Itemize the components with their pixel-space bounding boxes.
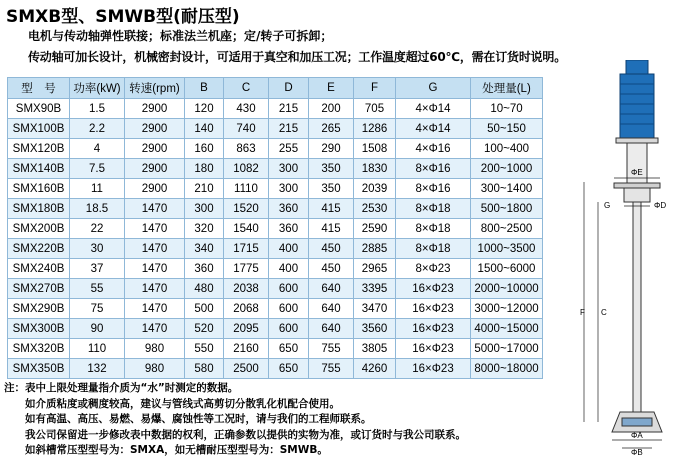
table-cell: 55 xyxy=(70,279,125,299)
table-cell: SMX120B xyxy=(8,139,70,159)
table-cell: 2590 xyxy=(354,219,396,239)
column-header: 处理量(L) xyxy=(471,78,543,99)
table-cell: 16×Φ23 xyxy=(396,279,471,299)
table-row xyxy=(8,279,543,299)
table-cell: 16×Φ23 xyxy=(396,319,471,339)
table-cell: 7.5 xyxy=(70,159,125,179)
note-line-2: 如介质粘度或稠度较高，建议与管线式高剪切分散乳化机配合使用。 xyxy=(25,397,340,410)
note-line-5: 如斜槽常压型型号为：SMXA，如无槽耐压型型号为：SMWB。 xyxy=(25,444,328,456)
table-cell: 215 xyxy=(269,119,309,139)
table-cell: 500~1800 xyxy=(471,199,543,219)
table-cell: 8×Φ23 xyxy=(396,259,471,279)
table-cell: 2885 xyxy=(354,239,396,259)
table-cell: 3395 xyxy=(354,279,396,299)
table-cell: 16×Φ23 xyxy=(396,339,471,359)
note-line-4: 我公司保留进一步修改表中数据的权利，正确参数以提供的实物为准，或订货时与我公司联系。 xyxy=(25,428,466,441)
table-cell: 3000~12000 xyxy=(471,299,543,319)
table-cell: 2160 xyxy=(224,339,269,359)
note-line-1: 表中上限处理量指介质为“水”时测定的数据。 xyxy=(25,382,239,394)
table-cell: 755 xyxy=(309,359,354,379)
table-cell: 2900 xyxy=(125,159,185,179)
table-cell: 265 xyxy=(309,119,354,139)
table-cell: 320 xyxy=(185,219,224,239)
label-g: G xyxy=(604,201,611,210)
table-cell: 2000~10000 xyxy=(471,279,543,299)
column-header: C xyxy=(224,78,269,99)
table-cell: 800~2500 xyxy=(471,219,543,239)
bracket xyxy=(627,143,647,183)
table-row xyxy=(8,199,543,219)
table-cell: 4260 xyxy=(354,359,396,379)
table-cell: 740 xyxy=(224,119,269,139)
table-cell: 350 xyxy=(309,159,354,179)
table-row xyxy=(8,119,543,139)
fan-cover xyxy=(626,60,648,74)
table-cell: SMX240B xyxy=(8,259,70,279)
table-cell: 1082 xyxy=(224,159,269,179)
table-cell: 210 xyxy=(185,179,224,199)
table-cell: 290 xyxy=(309,139,354,159)
notes-block xyxy=(4,381,466,459)
table-cell: 8×Φ18 xyxy=(396,219,471,239)
table-cell: 200 xyxy=(309,99,354,119)
table-row xyxy=(8,299,543,319)
notes-label: 注： xyxy=(4,382,25,394)
column-header: E xyxy=(309,78,354,99)
table-cell: 8000~18000 xyxy=(471,359,543,379)
table-cell: 600 xyxy=(269,299,309,319)
table-cell: 1508 xyxy=(354,139,396,159)
table-cell: 5000~17000 xyxy=(471,339,543,359)
table-cell: 200~1000 xyxy=(471,159,543,179)
table-cell: 480 xyxy=(185,279,224,299)
table-cell: 705 xyxy=(354,99,396,119)
label-phi-d: ΦD xyxy=(654,201,667,210)
note-line-3: 如有高温、高压、易燃、易爆、腐蚀性等工况时，请与我们的工程师联系。 xyxy=(25,413,372,425)
table-cell: 2039 xyxy=(354,179,396,199)
table-cell: 2900 xyxy=(125,119,185,139)
table-cell: 140 xyxy=(185,119,224,139)
table-cell: 2900 xyxy=(125,139,185,159)
table-cell: 2965 xyxy=(354,259,396,279)
table-cell: 4 xyxy=(70,139,125,159)
table-cell: 980 xyxy=(125,339,185,359)
table-cell: SMX90B xyxy=(8,99,70,119)
table-cell: SMX180B xyxy=(8,199,70,219)
label-c: C xyxy=(601,308,607,317)
table-header-row xyxy=(8,78,543,99)
table-cell: 1470 xyxy=(125,319,185,339)
seal-housing xyxy=(624,188,650,202)
table-cell: 160 xyxy=(185,139,224,159)
table-cell: 4×Φ16 xyxy=(396,139,471,159)
table-row xyxy=(8,359,543,379)
table-body xyxy=(8,99,543,379)
table-cell: 100~400 xyxy=(471,139,543,159)
column-header: B xyxy=(185,78,224,99)
table-cell: 360 xyxy=(269,219,309,239)
table-cell: 215 xyxy=(269,99,309,119)
table-cell: 450 xyxy=(309,259,354,279)
table-cell: 550 xyxy=(185,339,224,359)
table-row xyxy=(8,259,543,279)
table-cell: 650 xyxy=(269,339,309,359)
table-cell: 3560 xyxy=(354,319,396,339)
table-cell: 1.5 xyxy=(70,99,125,119)
table-cell: 1470 xyxy=(125,219,185,239)
table-cell: 180 xyxy=(185,159,224,179)
table-cell: 8×Φ16 xyxy=(396,179,471,199)
table-cell: 1540 xyxy=(224,219,269,239)
table-cell: 50~150 xyxy=(471,119,543,139)
table-cell: 600 xyxy=(269,279,309,299)
table-cell: 90 xyxy=(70,319,125,339)
table-cell: 300 xyxy=(269,159,309,179)
table-cell: 75 xyxy=(70,299,125,319)
table-row xyxy=(8,339,543,359)
table-cell: 4×Φ14 xyxy=(396,119,471,139)
table-cell: 415 xyxy=(309,199,354,219)
label-f: F xyxy=(580,308,585,317)
table-cell: 4000~15000 xyxy=(471,319,543,339)
table-cell: 350 xyxy=(309,179,354,199)
table-cell: 640 xyxy=(309,279,354,299)
table-cell: 415 xyxy=(309,219,354,239)
table-cell: SMX300B xyxy=(8,319,70,339)
table-cell: 1520 xyxy=(224,199,269,219)
table-cell: 1470 xyxy=(125,259,185,279)
table-cell: 863 xyxy=(224,139,269,159)
table-cell: 580 xyxy=(185,359,224,379)
table-cell: 18.5 xyxy=(70,199,125,219)
column-header: D xyxy=(269,78,309,99)
table-cell: 600 xyxy=(269,319,309,339)
table-cell: 110 xyxy=(70,339,125,359)
table-cell: SMX100B xyxy=(8,119,70,139)
table-cell: 2900 xyxy=(125,179,185,199)
table-row xyxy=(8,219,543,239)
table-cell: 2038 xyxy=(224,279,269,299)
table-cell: 8×Φ18 xyxy=(396,239,471,259)
table-cell: SMX220B xyxy=(8,239,70,259)
table-cell: 1830 xyxy=(354,159,396,179)
column-header: G xyxy=(396,78,471,99)
table-row xyxy=(8,319,543,339)
table-cell: 3805 xyxy=(354,339,396,359)
table-row xyxy=(8,139,543,159)
table-cell: 8×Φ18 xyxy=(396,199,471,219)
mixer-dimension-diagram xyxy=(580,60,680,455)
table-cell: 10~70 xyxy=(471,99,543,119)
table-cell: 500 xyxy=(185,299,224,319)
table-cell: 430 xyxy=(224,99,269,119)
table-cell: 400 xyxy=(269,239,309,259)
table-cell: 1000~3500 xyxy=(471,239,543,259)
table-cell: SMX140B xyxy=(8,159,70,179)
table-cell: SMX320B xyxy=(8,339,70,359)
column-header: 功率(kW) xyxy=(70,78,125,99)
table-cell: 22 xyxy=(70,219,125,239)
table-cell: 2900 xyxy=(125,99,185,119)
table-cell: 360 xyxy=(185,259,224,279)
table-cell: 1500~6000 xyxy=(471,259,543,279)
spec-table xyxy=(7,77,543,379)
table-cell: 132 xyxy=(70,359,125,379)
table-cell: 300~1400 xyxy=(471,179,543,199)
table-cell: 3470 xyxy=(354,299,396,319)
table-row xyxy=(8,159,543,179)
table-cell: 8×Φ16 xyxy=(396,159,471,179)
feature-line-1: 电机与传动轴弹性联接；标准法兰机座；定/转子可拆卸； xyxy=(28,29,333,43)
rotor xyxy=(622,418,652,426)
table-cell: 520 xyxy=(185,319,224,339)
table-row xyxy=(8,99,543,119)
table-cell: 400 xyxy=(269,259,309,279)
table-cell: 1715 xyxy=(224,239,269,259)
table-cell: 340 xyxy=(185,239,224,259)
table-cell: 640 xyxy=(309,299,354,319)
table-cell: 1470 xyxy=(125,239,185,259)
table-cell: SMX200B xyxy=(8,219,70,239)
table-cell: 1775 xyxy=(224,259,269,279)
table-cell: SMX290B xyxy=(8,299,70,319)
table-cell: 11 xyxy=(70,179,125,199)
table-cell: 1470 xyxy=(125,299,185,319)
table-cell: 2095 xyxy=(224,319,269,339)
table-cell: 650 xyxy=(269,359,309,379)
table-row xyxy=(8,239,543,259)
label-phi-b: ΦB xyxy=(631,448,643,455)
table-cell: 37 xyxy=(70,259,125,279)
dimension-lines xyxy=(584,178,662,448)
table-cell: 4×Φ14 xyxy=(396,99,471,119)
label-phi-a: ΦA xyxy=(631,431,643,440)
motor-flange xyxy=(616,138,658,143)
table-cell: 980 xyxy=(125,359,185,379)
column-header: 转速(rpm) xyxy=(125,78,185,99)
table-cell: SMX160B xyxy=(8,179,70,199)
table-cell: 16×Φ23 xyxy=(396,359,471,379)
table-cell: 2530 xyxy=(354,199,396,219)
table-cell: 300 xyxy=(185,199,224,219)
table-cell: 1470 xyxy=(125,279,185,299)
table-cell: 255 xyxy=(269,139,309,159)
table-cell: 30 xyxy=(70,239,125,259)
table-cell: 120 xyxy=(185,99,224,119)
table-cell: 755 xyxy=(309,339,354,359)
table-cell: 640 xyxy=(309,319,354,339)
feature-line-2: 传动轴可加长设计，机械密封设计，可适用于真空和加压工况；工作温度超过60℃，需在订货时说明。 xyxy=(28,50,567,64)
table-cell: 1286 xyxy=(354,119,396,139)
table-cell: SMX350B xyxy=(8,359,70,379)
table-cell: 300 xyxy=(269,179,309,199)
table-cell: 2500 xyxy=(224,359,269,379)
mounting-flange xyxy=(614,183,660,188)
table-cell: 1110 xyxy=(224,179,269,199)
table-row xyxy=(8,179,543,199)
table-cell: 2.2 xyxy=(70,119,125,139)
table-cell: 16×Φ23 xyxy=(396,299,471,319)
column-header: F xyxy=(354,78,396,99)
shaft xyxy=(633,202,641,412)
table-cell: 1470 xyxy=(125,199,185,219)
label-phi-e: ΦE xyxy=(631,168,643,177)
column-header: 型 号 xyxy=(8,78,70,99)
table-cell: SMX270B xyxy=(8,279,70,299)
table-cell: 2068 xyxy=(224,299,269,319)
page-title: SMXB型、SMWB型(耐压型) xyxy=(6,7,240,27)
table-cell: 360 xyxy=(269,199,309,219)
table-cell: 450 xyxy=(309,239,354,259)
